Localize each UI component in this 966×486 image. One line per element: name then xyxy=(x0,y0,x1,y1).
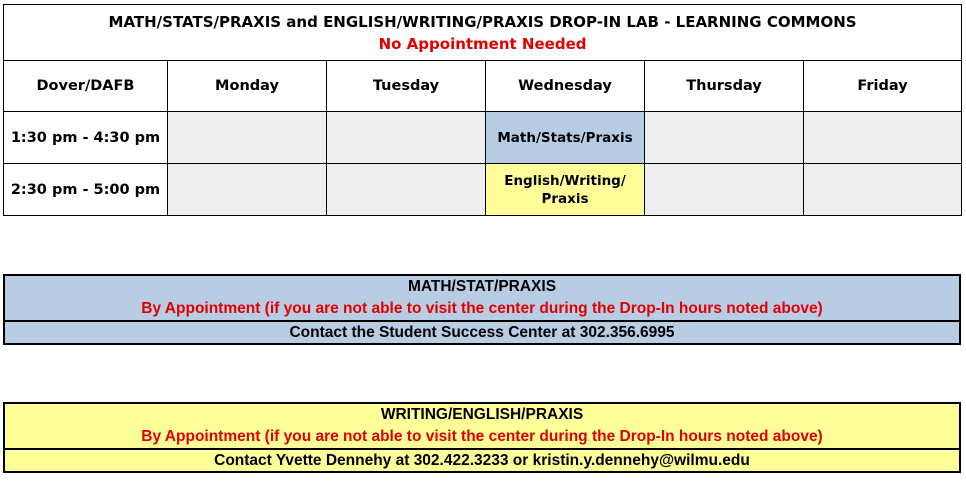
writing-box-title: WRITING/ENGLISH/PRAXIS xyxy=(380,406,584,423)
writing-box-contact: Contact Yvette Dennehy at 302.422.3233 or kristin.y.dennehy@wilmu.edu xyxy=(5,448,959,471)
english-session-line1: English/Writing/ xyxy=(504,172,626,189)
math-appointment-box xyxy=(3,274,961,345)
header-row xyxy=(4,61,962,112)
drop-in-schedule-table xyxy=(3,4,962,216)
empty-cell xyxy=(804,164,962,216)
header-wednesday: Wednesday xyxy=(486,61,645,112)
header-monday: Monday xyxy=(168,61,327,112)
header-friday: Friday xyxy=(804,61,962,112)
writing-appointment-box xyxy=(3,402,961,473)
header-location: Dover/DAFB xyxy=(4,61,168,112)
english-session-cell xyxy=(486,164,645,216)
empty-cell xyxy=(804,112,962,164)
table-row xyxy=(4,164,962,216)
empty-cell xyxy=(645,112,804,164)
empty-cell xyxy=(168,112,327,164)
schedule-title: MATH/STATS/PRAXIS and ENGLISH/WRITING/PRAXIS DROP-IN LAB - LEARNING COMMONS xyxy=(108,12,857,31)
time-slot: 2:30 pm - 5:00 pm xyxy=(4,164,168,216)
empty-cell xyxy=(645,164,804,216)
header-tuesday: Tuesday xyxy=(327,61,486,112)
empty-cell xyxy=(327,112,486,164)
table-row xyxy=(4,112,962,164)
empty-cell xyxy=(327,164,486,216)
empty-cell xyxy=(168,164,327,216)
writing-box-note: By Appointment (if you are not able to visit the center during the Drop-In hours noted above) xyxy=(141,428,823,445)
english-session-line2: Praxis xyxy=(541,190,589,207)
math-box-title: MATH/STAT/PRAXIS xyxy=(407,278,557,295)
math-box-contact: Contact the Student Success Center at 302.356.6995 xyxy=(5,320,959,343)
header-thursday: Thursday xyxy=(645,61,804,112)
time-slot: 1:30 pm - 4:30 pm xyxy=(4,112,168,164)
math-box-note: By Appointment (if you are not able to visit the center during the Drop-In hours noted above) xyxy=(141,300,823,317)
schedule-title-cell xyxy=(4,5,962,61)
math-session-cell: Math/Stats/Praxis xyxy=(486,112,645,164)
schedule-subtitle: No Appointment Needed xyxy=(378,34,587,53)
